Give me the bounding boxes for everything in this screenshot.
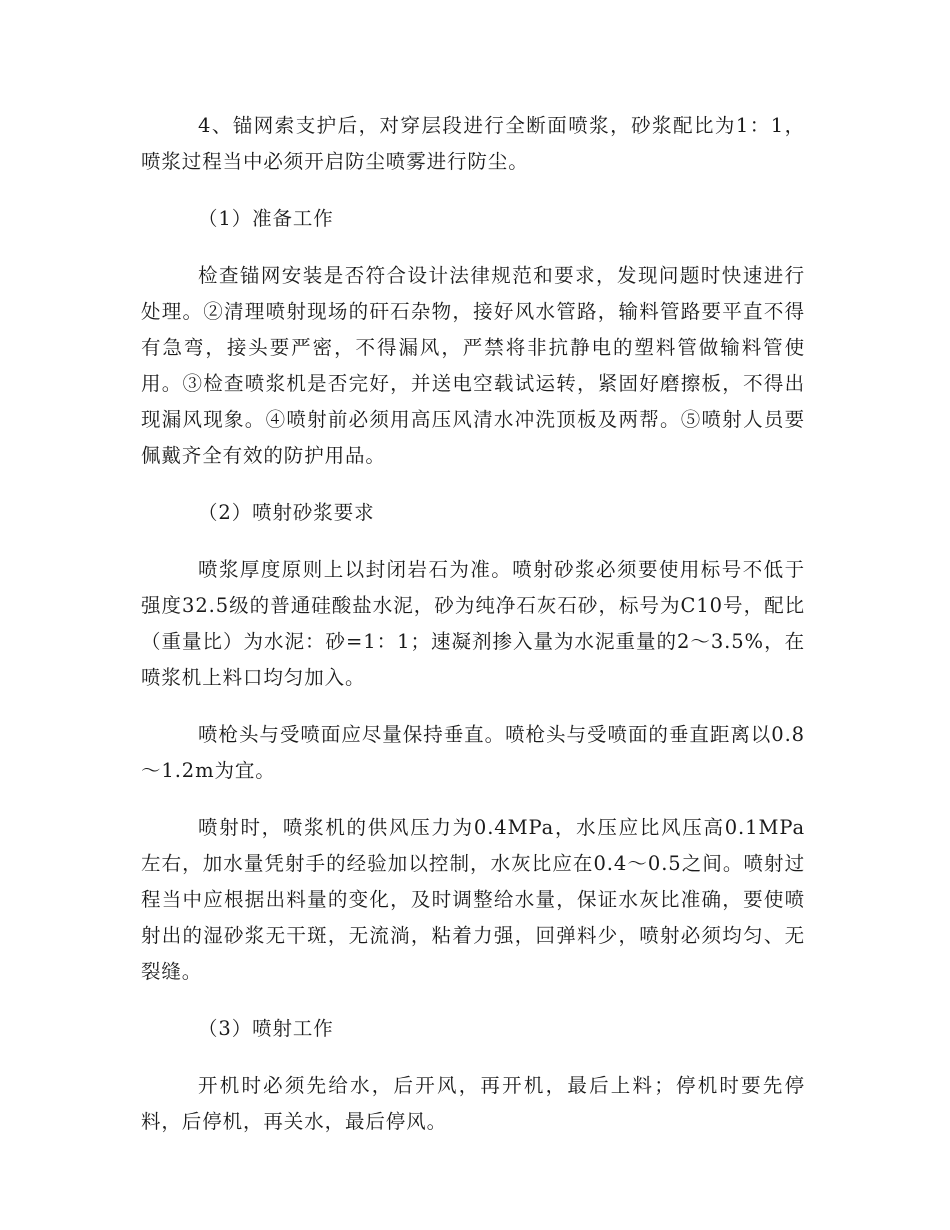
paragraph-startup-sequence: 开机时必须先给水，后开风，再开机，最后上料；停机时要先停料，后停机，再关水，最后停风。	[141, 1074, 805, 1133]
paragraph-mortar-thickness: 喷浆厚度原则上以封闭岩石为准。喷射砂浆必须要使用标号不低于强度32.5级的普通硅酸盐水泥，砂为纯净石灰石砂，标号为C10号，配比（重量比）为水泥：砂=1：1；速凝剂掺入量为水泥重量的2～3.5%，在喷浆机上料口均匀加入。	[141, 558, 805, 689]
paragraph-preparation: 检查锚网安装是否符合设计法律规范和要求，发现问题时快速进行处理。②清理喷射现场的矸石杂物，接好风水管路，输料管路要平直不得有急弯，接头要严密，不得漏风，严禁将非抗静电的塑料管做输料管使用。③检查喷浆机是否完好，并送电空载试运转，紧固好磨擦板，不得出现漏风现象。④喷射前必须用高压风清水冲洗顶板及两帮。⑤喷射人员要佩戴齐全有效的防护用品。	[141, 264, 805, 467]
section-heading-preparation: （1）准备工作	[198, 207, 334, 230]
section-heading-mortar-requirements: （2）喷射砂浆要求	[198, 501, 375, 524]
paragraph-spray-requirement: 4、锚网索支护后，对穿层段进行全断面喷浆，砂浆配比为1：1，喷浆过程当中必须开启防尘喷雾进行防尘。	[141, 114, 805, 173]
paragraph-pressure-control: 喷射时，喷浆机的供风压力为0.4MPa，水压应比风压高0.1MPa左右，加水量凭射手的经验加以控制，水灰比应在0.4～0.5之间。喷射过程当中应根据出料量的变化，及时调整给水量，保证水灰比准确，要使喷射出的湿砂浆无干斑，无流淌，粘着力强，回弹料少，喷射必须均匀、无裂缝。	[141, 816, 805, 983]
section-heading-spraying-work: （3）喷射工作	[198, 1017, 334, 1040]
document-body	[141, 108, 805, 1161]
paragraph-nozzle-distance: 喷枪头与受喷面应尽量保持垂直。喷枪头与受喷面的垂直距离以0.8～1.2m为宜。	[141, 723, 805, 782]
